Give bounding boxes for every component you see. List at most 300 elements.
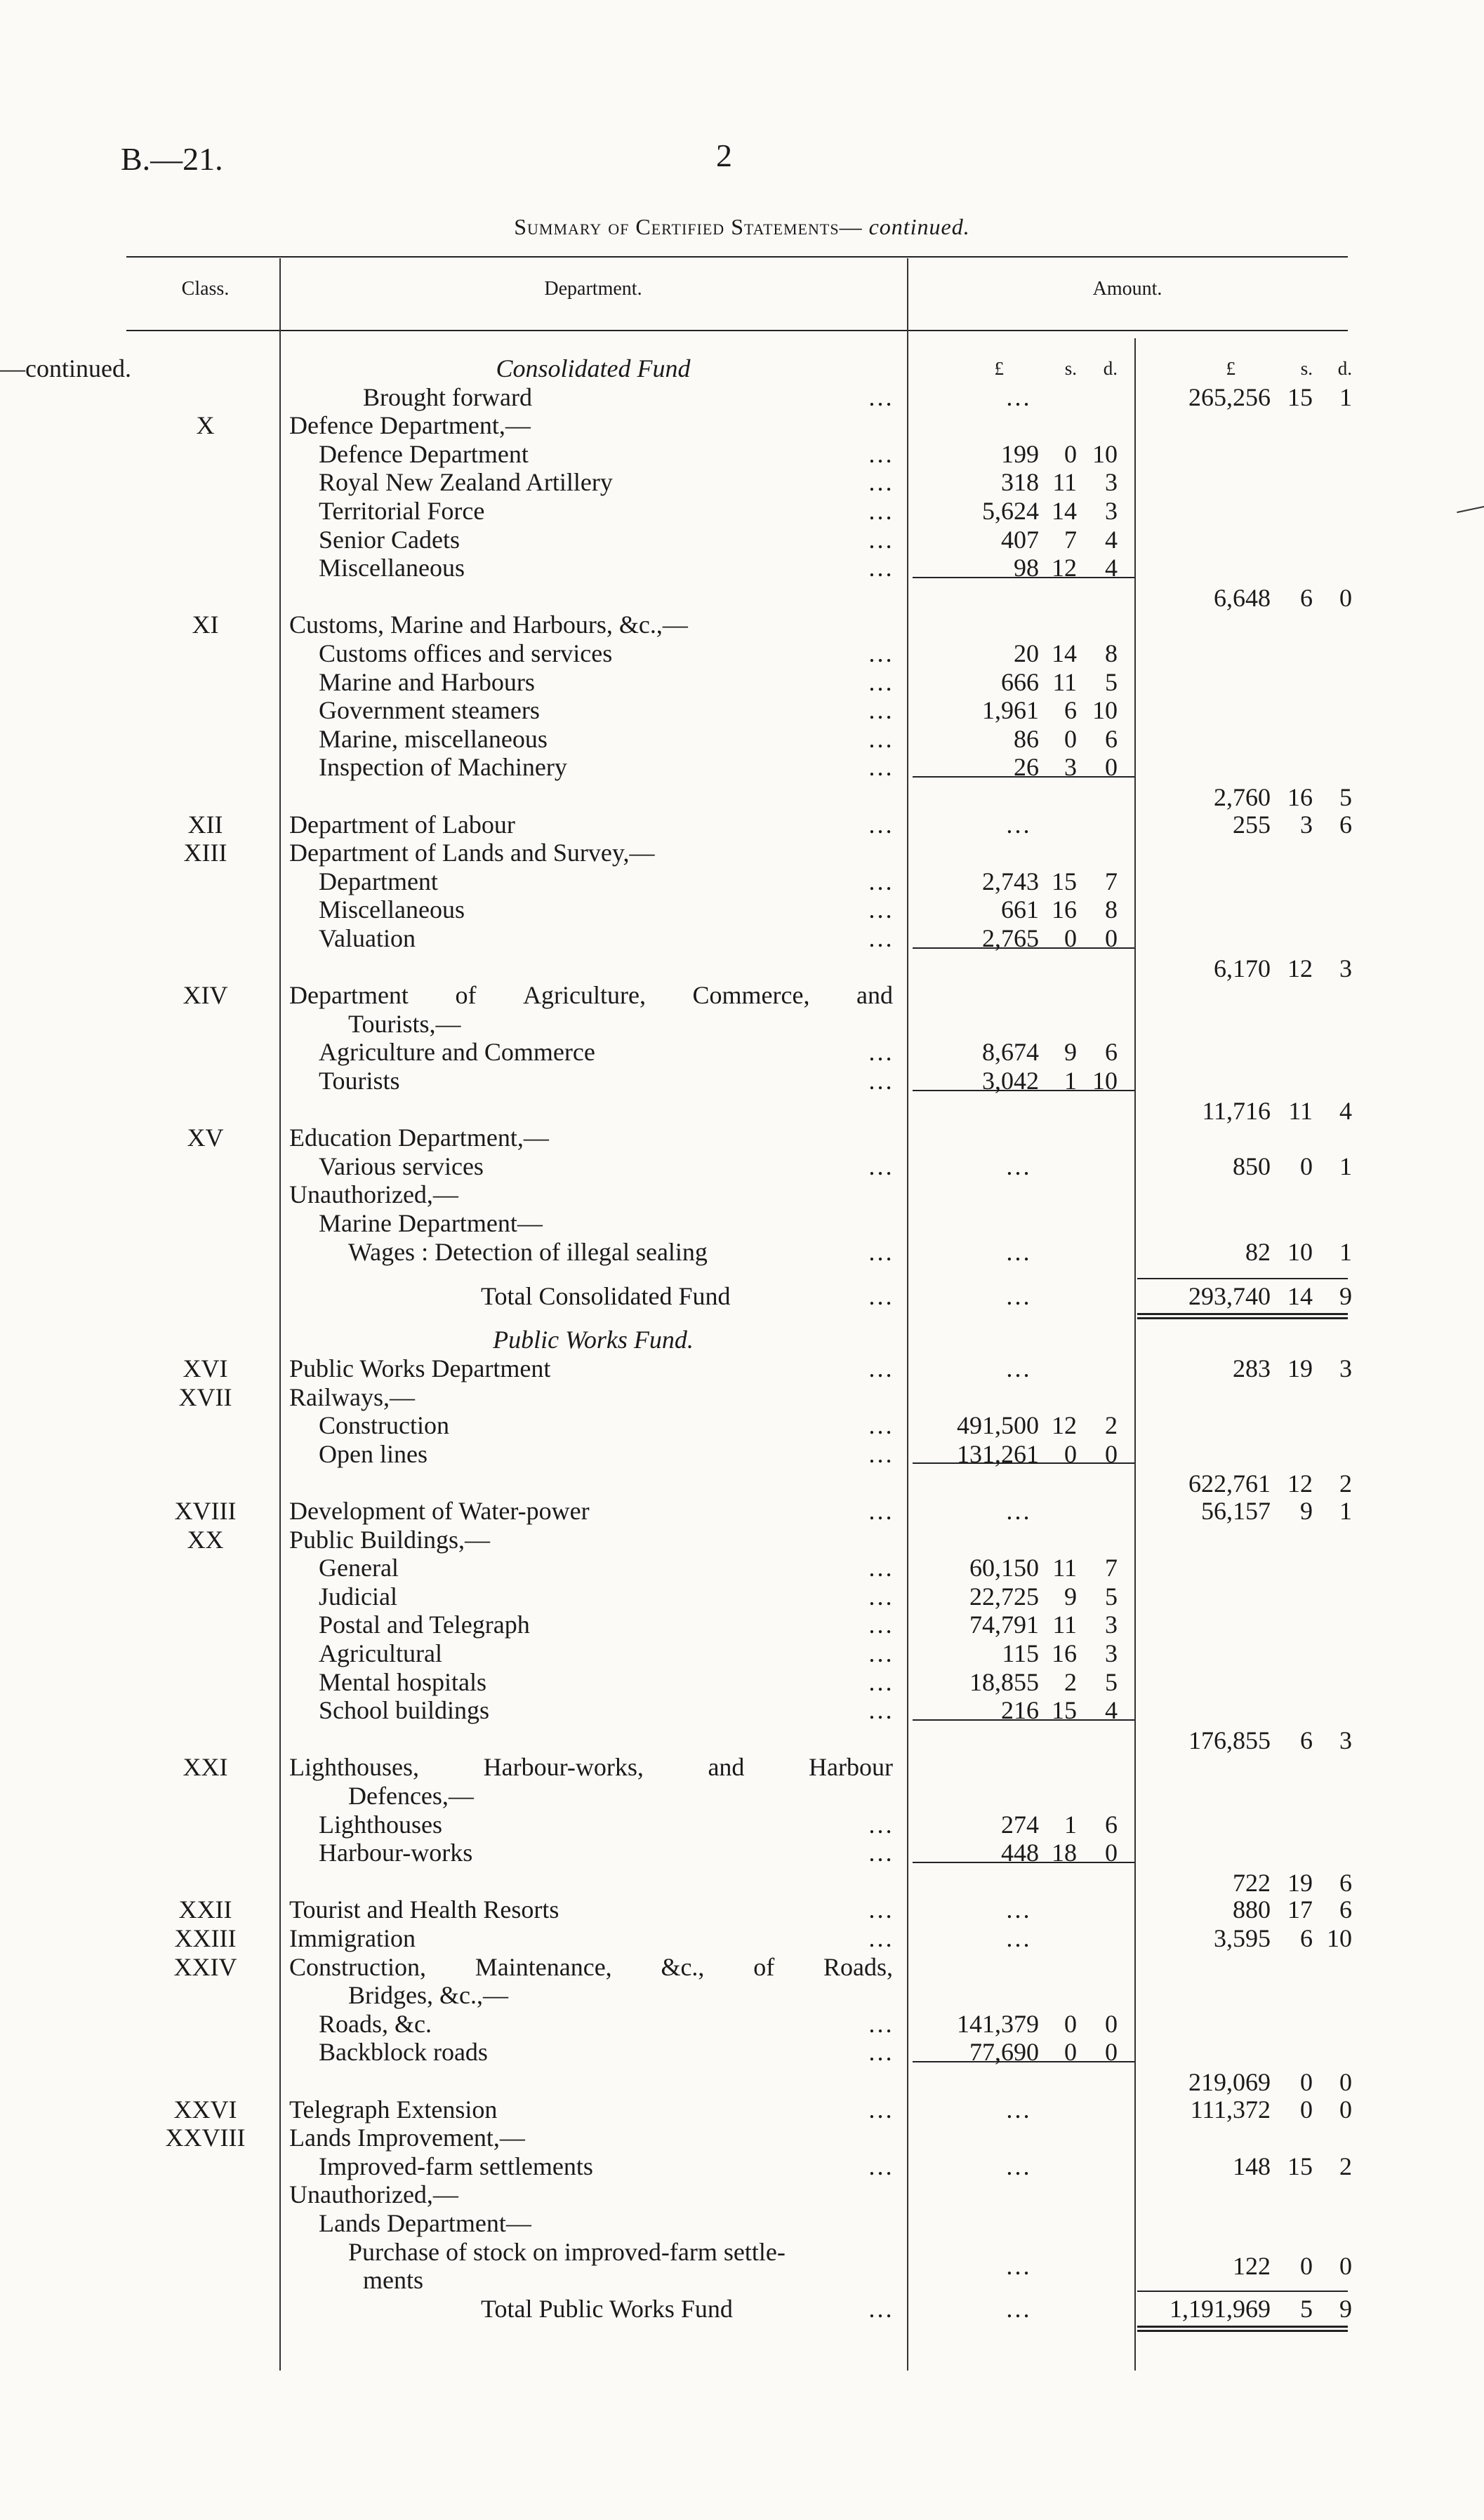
table-row: [0, 1180, 1484, 1208]
amount-pounds: …: [1005, 1497, 1031, 1526]
amount-pounds: …: [1005, 382, 1031, 411]
total-shillings: 6: [1300, 1924, 1313, 1953]
amount-shillings: 12: [1052, 1411, 1077, 1440]
leader-dots: …: [868, 1067, 893, 1095]
department-name: Miscellaneous: [319, 895, 465, 924]
amount-pounds: 77,690: [969, 2038, 1039, 2067]
table-row: [0, 1038, 1484, 1066]
table-row: [0, 1497, 1484, 1525]
subtotal-shillings: 0: [1300, 2068, 1313, 2097]
amount-pounds: 141,379: [957, 2009, 1039, 2038]
leader-dots: …: [868, 554, 893, 582]
department-name: Open lines: [319, 1439, 428, 1468]
leader-dots: …: [868, 1810, 893, 1839]
total-shillings: 10: [1287, 1237, 1313, 1266]
department-name: Purchase of stock on improved-farm settle-: [348, 2237, 786, 2266]
total-shillings: 15: [1287, 2152, 1313, 2180]
department-name: Construction, Maintenance, &c., of Roads,: [289, 1952, 893, 1981]
total-pence: 2: [1339, 2152, 1352, 2180]
department-name: Lands Department—: [319, 2209, 531, 2238]
table-row: [0, 725, 1484, 753]
class-numeral: XII: [187, 810, 223, 839]
subtotal-shillings: 6: [1300, 583, 1313, 612]
leader-dots: …: [868, 525, 893, 554]
subtotal-pounds: 176,855: [1188, 1726, 1271, 1754]
department-name: Backblock roads: [319, 2038, 488, 2067]
table-row: [0, 1238, 1484, 1266]
subtotal-pounds: 11,716: [1202, 1096, 1271, 1125]
table-row: [0, 1209, 1484, 1237]
subtotal-pence: 0: [1339, 2068, 1352, 2097]
total-pounds: 880: [1233, 1895, 1271, 1924]
table-row: [0, 1895, 1484, 1924]
table-row: [0, 554, 1484, 582]
department-name: Wages : Detection of illegal sealing: [348, 1237, 708, 1266]
amount-shillings: 7: [1064, 525, 1077, 554]
total-pence: 9: [1339, 2294, 1352, 2323]
department-name: Marine, miscellaneous: [319, 724, 548, 753]
total-pence: 0: [1339, 2251, 1352, 2280]
amount-shillings: 0: [1064, 2038, 1077, 2067]
department-name: Marine Department—: [319, 1209, 543, 1237]
table-row: [0, 383, 1484, 411]
amount-shillings: 0: [1064, 439, 1077, 468]
leader-dots: …: [868, 1611, 893, 1639]
amount-pence: 0: [1105, 753, 1118, 782]
table-row: [0, 2038, 1484, 2066]
amount-shillings: 1: [1064, 1067, 1077, 1095]
table-row: [0, 1611, 1484, 1639]
subtotal-shillings: 19: [1287, 1868, 1313, 1897]
class-numeral: XXVI: [173, 2095, 237, 2124]
amount-pounds: 20: [1014, 639, 1039, 667]
leader-dots: …: [868, 696, 893, 725]
department-name: Education Department,—: [289, 1124, 549, 1152]
table-row: [0, 2095, 1484, 2124]
amount-pence: 2: [1105, 1411, 1118, 1440]
amount-pence: 7: [1105, 867, 1118, 895]
table-row: [0, 2266, 1484, 2294]
leader-dots: …: [868, 867, 893, 895]
subtotal-shillings: 12: [1287, 954, 1313, 982]
table-row: [0, 1526, 1484, 1554]
department-name: School buildings: [319, 1696, 490, 1725]
department-name: Department of Labour: [289, 810, 515, 839]
amount-shillings: 6: [1064, 696, 1077, 725]
total-pounds: 56,157: [1201, 1497, 1271, 1526]
amount-pence: 6: [1105, 1810, 1118, 1839]
department-name: Defence Department,—: [289, 411, 531, 440]
amount-pence: 3: [1105, 468, 1118, 497]
amount-shillings: 15: [1052, 1696, 1077, 1725]
title-continued: continued.: [868, 214, 970, 239]
subtotal-row: [0, 1097, 1484, 1125]
amount-pounds: 5,624: [982, 497, 1039, 525]
table-row: [0, 696, 1484, 724]
leader-dots: …: [868, 2095, 893, 2124]
class-numeral: XXIII: [174, 1924, 237, 1953]
leader-dots: …: [868, 1354, 893, 1383]
table-row: [0, 1124, 1484, 1152]
subtotal-pounds: 622,761: [1188, 1469, 1271, 1498]
department-name: Public Buildings,—: [289, 1525, 491, 1554]
department-name: Marine and Harbours: [319, 667, 535, 696]
amount-pence: 5: [1105, 1582, 1118, 1611]
total-pence: 6: [1339, 810, 1352, 839]
amount-pounds: £: [994, 358, 1004, 379]
total-pounds: 293,740: [1188, 1281, 1271, 1310]
table-row: [0, 1782, 1484, 1810]
total-shillings: 0: [1300, 2095, 1313, 2124]
leader-dots: …: [868, 1411, 893, 1440]
table-row: [0, 2152, 1484, 2180]
subtotal-row: [0, 1726, 1484, 1754]
department-name: Mental hospitals: [319, 1667, 486, 1696]
total-pence: 10: [1327, 1924, 1352, 1953]
amount-pence: 10: [1092, 696, 1118, 725]
total-shillings: 19: [1287, 1354, 1313, 1383]
amount-pounds: …: [1005, 2251, 1031, 2280]
department-name: Defences,—: [348, 1782, 474, 1811]
amount-pounds: 115: [1002, 1639, 1039, 1668]
subtotal-shillings: 12: [1287, 1469, 1313, 1498]
department-name: Agriculture and Commerce: [319, 1038, 595, 1067]
amount-pounds: …: [1005, 1924, 1031, 1953]
total-shillings: 0: [1300, 1152, 1313, 1180]
amount-pounds: 3,042: [982, 1067, 1039, 1095]
table-row: [0, 1953, 1484, 1981]
leader-dots: …: [868, 724, 893, 753]
department-name: Bridges, &c.,—: [348, 1981, 508, 2010]
table-row: [0, 2295, 1484, 2323]
subtotal-row: [0, 783, 1484, 811]
table-row: [0, 1696, 1484, 1724]
amount-pence: d.: [1103, 358, 1118, 379]
table-row: [0, 639, 1484, 667]
amount-shillings: 9: [1064, 1582, 1077, 1611]
table-row: [0, 1582, 1484, 1611]
total-pounds: 265,256: [1188, 382, 1271, 411]
department-name: Department: [319, 867, 438, 895]
department-name: Postal and Telegraph: [319, 1611, 530, 1639]
total-pounds: 850: [1233, 1152, 1271, 1180]
amount-pounds: …: [1005, 2152, 1031, 2180]
class-column-header: Class.: [181, 278, 230, 300]
subtotal-pounds: 2,760: [1214, 783, 1271, 811]
amount-pence: 4: [1105, 525, 1118, 554]
total-pounds: 1,191,969: [1170, 2294, 1271, 2323]
subtotal-pence: 0: [1339, 583, 1352, 612]
amount-pence: 3: [1105, 1611, 1118, 1639]
class-numeral: XX: [187, 1525, 224, 1554]
leader-dots: …: [868, 895, 893, 924]
amount-shillings: 2: [1064, 1667, 1077, 1696]
department-name: Miscellaneous: [319, 554, 465, 582]
department-name: Lands Improvement,—: [289, 2124, 525, 2152]
amount-pounds: …: [1005, 1895, 1031, 1924]
table-row: [0, 1152, 1484, 1180]
amount-pounds: 98: [1014, 554, 1039, 582]
leader-dots: …: [868, 639, 893, 667]
subtotal-pounds: 6,170: [1214, 954, 1271, 982]
total-shillings: 15: [1287, 382, 1313, 411]
subtotal-pounds: 722: [1233, 1868, 1271, 1897]
table-row: [0, 924, 1484, 952]
table-row: [0, 981, 1484, 1009]
department-name: Unauthorized,—: [289, 1180, 458, 1209]
amount-shillings: s.: [1064, 358, 1077, 379]
department-name: Public Works Department: [289, 1354, 551, 1383]
amount-pounds: 661: [1001, 895, 1039, 924]
table-row: [0, 1411, 1484, 1439]
total-pence: 1: [1339, 1152, 1352, 1180]
leader-dots: …: [868, 753, 893, 782]
amount-pounds: 491,500: [957, 1411, 1039, 1440]
amount-column-header: Amount.: [1092, 278, 1162, 300]
subtotal-row: [0, 1469, 1484, 1498]
total-pounds: 111,372: [1190, 2095, 1271, 2124]
amount-pence: 4: [1105, 554, 1118, 582]
class-numeral: XXVIII: [165, 2124, 246, 2152]
class-numeral: XVIII: [174, 1497, 237, 1526]
class-numeral: XVI: [183, 1354, 228, 1383]
amount-pence: 5: [1105, 1667, 1118, 1696]
amount-pounds: 60,150: [969, 1554, 1039, 1582]
subtotal-pence: 3: [1339, 1726, 1352, 1754]
amount-pounds: 2,743: [982, 867, 1039, 895]
department-name: Improved-farm settlements: [319, 2152, 593, 2180]
table-row: [0, 895, 1484, 924]
table-row: [0, 1067, 1484, 1095]
department-name: Various services: [319, 1152, 484, 1180]
amount-pounds: 407: [1001, 525, 1039, 554]
class-numeral: XIV: [183, 981, 228, 1010]
amount-pounds: 216: [1001, 1696, 1039, 1725]
amount-pounds: 666: [1001, 667, 1039, 696]
subtotal-shillings: 16: [1287, 783, 1313, 811]
department-name: Development of Water-power: [289, 1497, 590, 1526]
department-name: Tourist and Health Resorts: [289, 1895, 559, 1924]
class-numeral: XVII: [178, 1382, 232, 1411]
department-column-header: Department.: [544, 278, 642, 300]
amount-pence: 6: [1105, 1038, 1118, 1067]
department-name: Immigration: [289, 1924, 416, 1953]
total-pence: 1: [1339, 382, 1352, 411]
amount-pounds: …: [1005, 810, 1031, 839]
department-name: Valuation: [319, 924, 416, 952]
amount-pence: 6: [1105, 724, 1118, 753]
amount-shillings: 14: [1052, 497, 1077, 525]
leader-dots: …: [868, 1237, 893, 1266]
leader-dots: …: [868, 2009, 893, 2038]
department-name: Railways,—: [289, 1382, 415, 1411]
amount-shillings: 18: [1052, 1839, 1077, 1867]
amount-shillings: 15: [1052, 867, 1077, 895]
leader-dots: …: [868, 1924, 893, 1953]
title-dash: —: [839, 214, 863, 239]
table-row: [0, 1839, 1484, 1867]
department-name: Consolidated Fund: [496, 354, 691, 382]
leader-dots: …: [868, 810, 893, 839]
amount-shillings: 0: [1064, 924, 1077, 952]
subtotal-row: [0, 954, 1484, 982]
department-name: Customs, Marine and Harbours, &c.,—: [289, 611, 688, 639]
title-main: Summary of Certified Statements: [514, 214, 840, 239]
table-row: [0, 1282, 1484, 1310]
amount-pounds: 131,261: [957, 1439, 1039, 1468]
leader-dots: …: [868, 1667, 893, 1696]
amount-pounds: 448: [1001, 1839, 1039, 1867]
department-name: Royal New Zealand Artillery: [319, 468, 613, 497]
amount-shillings: 3: [1064, 753, 1077, 782]
page-number: 2: [716, 138, 732, 173]
leader-dots: …: [868, 497, 893, 525]
class-numeral: X: [196, 411, 215, 440]
amount-pounds: 2,765: [982, 924, 1039, 952]
class-numeral: XXIV: [173, 1952, 237, 1981]
amount-pence: 8: [1105, 639, 1118, 667]
total-shillings: 5: [1300, 2294, 1313, 2323]
amount-pounds: …: [1005, 2095, 1031, 2124]
table-row: [0, 497, 1484, 525]
total-pounds: 3,595: [1214, 1924, 1271, 1953]
table-row: [0, 411, 1484, 439]
subtotal-pence: 4: [1339, 1096, 1352, 1125]
leader-dots: …: [868, 1839, 893, 1867]
department-name: Department of Agriculture, Commerce, and: [289, 981, 893, 1010]
leader-dots: …: [868, 2038, 893, 2067]
amount-pence: 10: [1092, 439, 1118, 468]
total-shillings: 14: [1287, 1281, 1313, 1310]
leader-dots: …: [868, 1281, 893, 1310]
department-name: Total Consolidated Fund: [481, 1281, 731, 1310]
leader-dots: …: [868, 924, 893, 952]
leader-dots: …: [868, 1439, 893, 1468]
total-shillings: 0: [1300, 2251, 1313, 2280]
table-row: [0, 526, 1484, 554]
department-name: Customs offices and services: [319, 639, 613, 667]
amount-pence: 8: [1105, 895, 1118, 924]
class-numeral: XXI: [183, 1753, 228, 1782]
amount-pounds: …: [1005, 1281, 1031, 1310]
amount-pence: 5: [1105, 667, 1118, 696]
leader-dots: …: [868, 382, 893, 411]
amount-shillings: 0: [1064, 2009, 1077, 2038]
total-pence: 1: [1339, 1237, 1352, 1266]
department-name: Judicial: [319, 1582, 397, 1611]
department-name: Lighthouses: [319, 1810, 442, 1839]
class-numeral: XV: [187, 1124, 224, 1152]
table-row: [0, 1639, 1484, 1667]
table-row: [0, 1010, 1484, 1038]
subtotal-row: [0, 1869, 1484, 1897]
amount-pence: 3: [1105, 497, 1118, 525]
amount-pounds: 74,791: [969, 1611, 1039, 1639]
table-row: [0, 753, 1484, 781]
subtotal-shillings: 11: [1288, 1096, 1313, 1125]
table-row: [0, 1753, 1484, 1781]
table-row: [0, 2237, 1484, 2280]
table-row: [0, 1924, 1484, 1952]
subtotal-pence: 3: [1339, 954, 1352, 982]
department-name: Unauthorized,—: [289, 2180, 458, 2209]
amount-shillings: 12: [1052, 554, 1077, 582]
total-shillings: 9: [1300, 1497, 1313, 1526]
amount-shillings: 14: [1052, 639, 1077, 667]
table-row: [0, 1326, 1484, 1354]
table-row: [0, 839, 1484, 867]
leader-dots: …: [868, 1582, 893, 1611]
amount-shillings: 1: [1064, 1810, 1077, 1839]
department-name: Tourists,—: [348, 1009, 461, 1038]
leader-dots: …: [868, 1497, 893, 1526]
leader-dots: …: [868, 1554, 893, 1582]
total-pence: d.: [1337, 358, 1352, 379]
table-row: [0, 1554, 1484, 1582]
amount-pence: 0: [1105, 2009, 1118, 2038]
table-row: [0, 2010, 1484, 2038]
table-row: [0, 440, 1484, 468]
class-numeral: XI: [192, 611, 219, 639]
amount-shillings: 11: [1052, 667, 1077, 696]
table-row: [0, 811, 1484, 839]
table-row: [0, 1383, 1484, 1411]
department-name: Harbour-works: [319, 1839, 473, 1867]
amount-shillings: 9: [1064, 1038, 1077, 1067]
department-name: Department of Lands and Survey,—: [289, 839, 655, 867]
department-name: Total Public Works Fund: [481, 2294, 733, 2323]
department-name: Lighthouses, Harbour-works, and Harbour: [289, 1753, 893, 1782]
amount-pence: 4: [1105, 1696, 1118, 1725]
amount-shillings: 16: [1052, 1639, 1077, 1668]
department-name: Territorial Force: [319, 497, 485, 525]
department-name: Government steamers: [319, 696, 540, 725]
amount-pounds: …: [1005, 1237, 1031, 1266]
table-row: [0, 1811, 1484, 1839]
leader-dots: …: [868, 2294, 893, 2323]
table-row: [0, 1981, 1484, 2009]
leader-dots: …: [868, 1152, 893, 1180]
table-row: [0, 2124, 1484, 2152]
amount-shillings: 11: [1052, 1554, 1077, 1582]
subtotal-row: [0, 2068, 1484, 2096]
amount-pence: 3: [1105, 1639, 1118, 1668]
department-name: ments: [363, 2266, 423, 2295]
amount-pence: 7: [1105, 1554, 1118, 1582]
subtotal-row: [0, 584, 1484, 612]
subtotal-pence: 6: [1339, 1868, 1352, 1897]
leader-dots: …: [868, 1696, 893, 1725]
total-pounds: 283: [1233, 1354, 1271, 1383]
amount-pounds: …: [1005, 1354, 1031, 1383]
department-suffix: —continued.: [0, 354, 131, 382]
total-pence: 3: [1339, 1354, 1352, 1383]
department-name: Public Works Fund.: [493, 1326, 694, 1354]
total-shillings: 3: [1300, 810, 1313, 839]
leader-dots: …: [868, 1895, 893, 1924]
amount-pence: 10: [1092, 1067, 1118, 1095]
amount-pounds: …: [1005, 2294, 1031, 2323]
total-pence: 0: [1339, 2095, 1352, 2124]
department-name: Senior Cadets: [319, 525, 460, 554]
department-name: Telegraph Extension: [289, 2095, 498, 2124]
department-name: Defence Department: [319, 439, 529, 468]
leader-dots: …: [868, 2152, 893, 2180]
total-pounds: 122: [1233, 2251, 1271, 2280]
table-row: [0, 668, 1484, 696]
amount-pounds: 22,725: [969, 1582, 1039, 1611]
amount-pence: 0: [1105, 2038, 1118, 2067]
